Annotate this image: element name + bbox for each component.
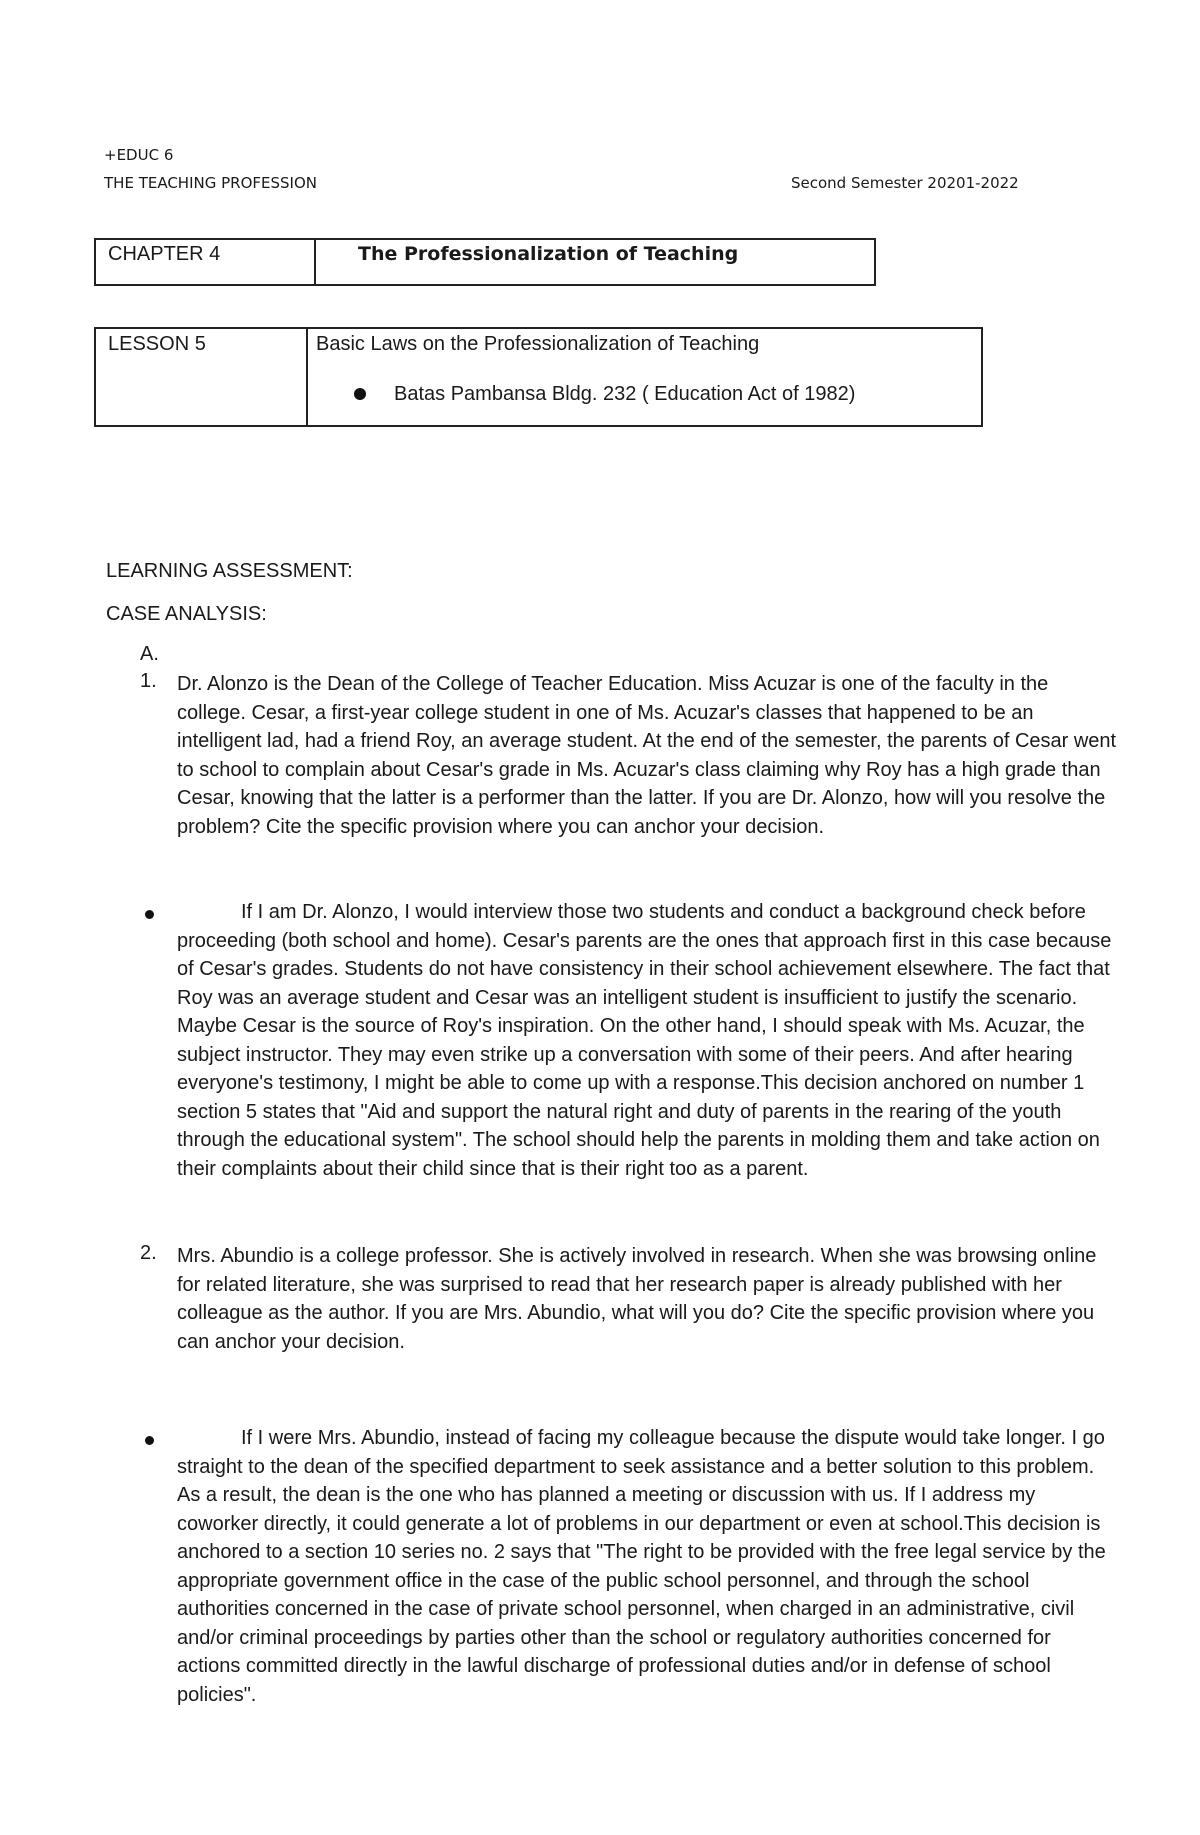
chapter-title: The Professionalization of Teaching xyxy=(358,243,739,265)
section-letter: A. xyxy=(140,643,159,665)
case-answer xyxy=(177,898,1117,1183)
bullet-icon xyxy=(145,910,154,919)
lesson-table-divider xyxy=(306,329,308,425)
lesson-bullet-text: Batas Pambansa Bldg. 232 ( Education Act of 1982) xyxy=(394,383,856,405)
case-number: 1. xyxy=(140,670,157,692)
chapter-table xyxy=(94,238,876,286)
lesson-label: LESSON 5 xyxy=(108,333,206,355)
case-number: 2. xyxy=(140,1242,157,1264)
lesson-description: Basic Laws on the Professionalization of Teaching xyxy=(316,333,760,355)
chapter-label: CHAPTER 4 xyxy=(108,243,221,265)
case-answer-text: If I am Dr. Alonzo, I would interview those two students and conduct a background check before proceeding (both school and home). Cesar's parents are the ones that approach first in this case because of Cesar's grades. Students do not have consistency in their school achievement elsewhere. The fact that Roy was an average student and Cesar was an intelligent student is insufficient to justify the scenario. Maybe Cesar is the source of Roy's inspiration. On the other hand, I should speak with Ms. Acuzar, the subject instructor. They may even strike up a conversation with some of their peers. And after hearing everyone's testimony, I might be able to come up with a response.This decision anchored on number 1 section 5 states that "Aid and support the natural right and duty of parents in the rearing of the youth through the educational system". The school should help the parents in molding them and take action on their complaints about their child since that is their right too as a parent. xyxy=(177,901,1112,1180)
case-question: Dr. Alonzo is the Dean of the College of Teacher Education. Miss Acuzar is one of the faculty in the college. Cesar, a first-year college student in one of Ms. Acuzar's classes that happened to be an intelligent lad, had a friend Roy, an average student. At the end of the semester, the parents of Cesar went to school to complain about Cesar's grade in Ms. Acuzar's class claiming why Roy has a high grade than Cesar, knowing that the latter is a performer than the latter. If you are Dr. Alonzo, how will you resolve the problem? Cite the specific provision where you can anchor your decision. xyxy=(177,673,1117,838)
case-answer xyxy=(177,1424,1117,1709)
case-answer-text: If I were Mrs. Abundio, instead of facing my colleague because the dispute would take longer. I go straight to the dean of the specified department to seek assistance and a better solution to this problem. As a result, the dean is the one who has planned a meeting or discussion with us. If I address my coworker directly, it could generate a lot of problems in our department or even at school.This decision is anchored to a section 10 series no. 2 says that "The right to be provided with the free legal service by the appropriate government office in the case of the public school personnel, and through the school authorities concerned in the case of private school personnel, when charged in an administrative, civil and/or criminal proceedings by parties other than the school or regulatory authorities concerned for actions committed directly in the lawful discharge of professional duties and/or in defense of school policies". xyxy=(177,1427,1106,1706)
course-code: +EDUC 6 xyxy=(104,146,174,164)
chapter-table-divider xyxy=(314,240,316,284)
semester-label: Second Semester 20201-2022 xyxy=(791,174,1019,192)
course-title: THE TEACHING PROFESSION xyxy=(104,174,317,192)
bullet-icon xyxy=(354,388,366,400)
bullet-icon xyxy=(145,1436,154,1445)
learning-assessment-heading: LEARNING ASSESSMENT: xyxy=(106,560,353,582)
lesson-table xyxy=(94,327,983,427)
case-question: Mrs. Abundio is a college professor. She is actively involved in research. When she was browsing online for related literature, she was surprised to read that her research paper is already published with her colleague as the author. If you are Mrs. Abundio, what will you do? Cite the specific provision where you can anchor your decision. xyxy=(177,1245,1097,1353)
case-analysis-heading: CASE ANALYSIS: xyxy=(106,603,267,625)
